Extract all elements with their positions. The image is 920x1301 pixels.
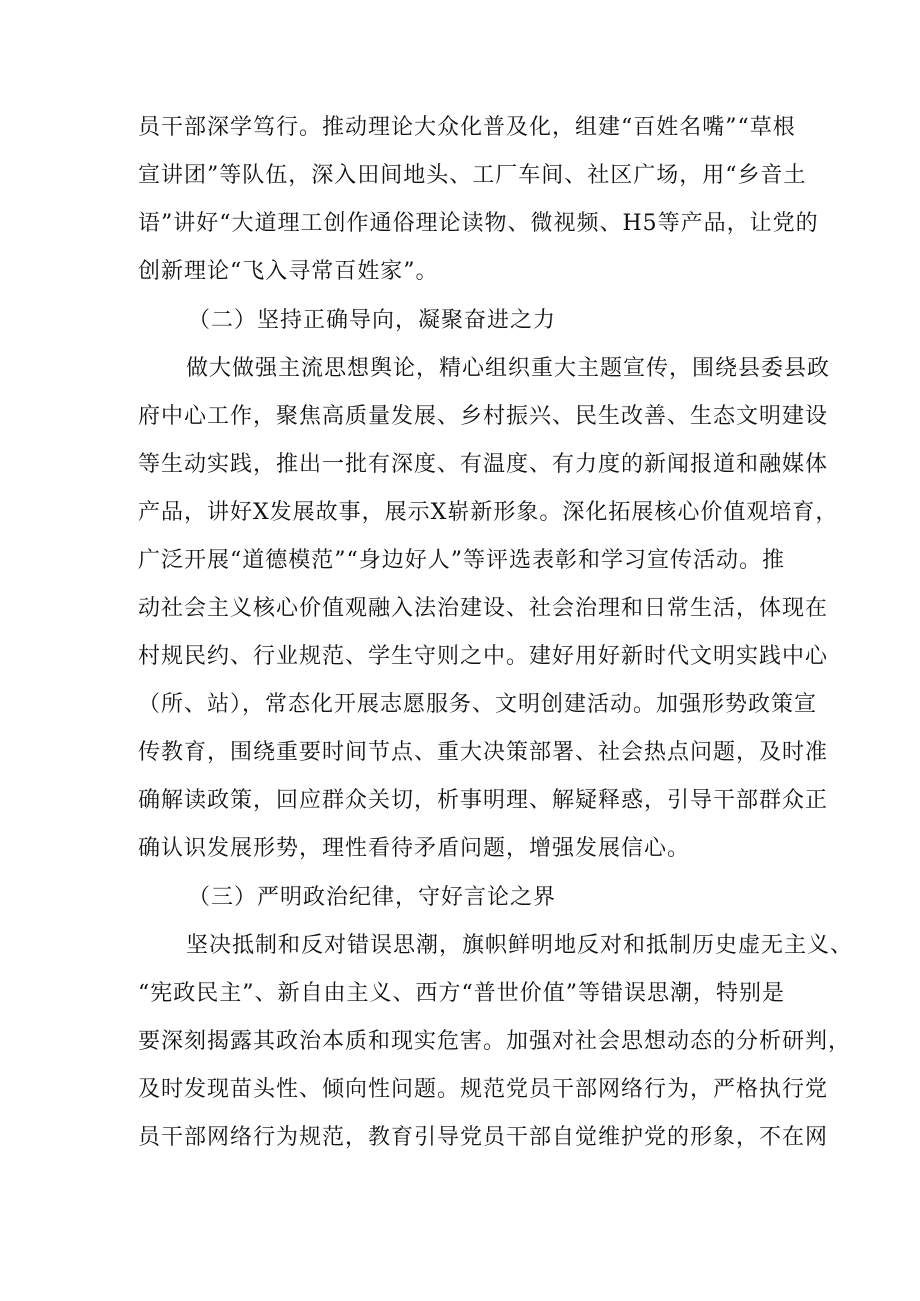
paragraph-2-line: 做大做强主流思想舆论，精心组织重大主题宣传，围绕县委县政	[186, 356, 831, 381]
paragraph-3-line: 坚决抵制和反对错误思潮，旗帜鲜明地反对和抵制历史虚无主义、	[186, 933, 854, 958]
paragraph-1-line: 语”讲好“大道理工创作通俗理论读物、微视频、H5等产品，让党的	[138, 211, 819, 236]
section-heading-3: （三）严明政治纪律，守好言论之界	[188, 885, 557, 910]
paragraph-2-line: 确解读政策，回应群众关切，析事明理、解疑释惑，引导干部群众正	[138, 788, 829, 813]
paragraph-2-line: 等生动实践，推出一批有深度、有温度、有力度的新闻报道和融媒体	[138, 452, 829, 477]
paragraph-2-line: （所、站），常态化开展志愿服务、文明创建活动。加强形势政策宣	[138, 692, 818, 717]
paragraph-2-line: 产品，讲好X发展故事，展示X崭新形象。深化拓展核心价值观培育，	[138, 500, 839, 525]
paragraph-1-line: 员干部深学笃行。推动理论大众化普及化，组建“百姓名嘴”“草根	[138, 115, 796, 140]
paragraph-1-line: 创新理论“飞入寻常百姓家”。	[138, 259, 439, 284]
paragraph-2-line: 传教育，围绕重要时间节点、重大决策部署、社会热点问题，及时准	[138, 740, 829, 765]
paragraph-3-line: 及时发现苗头性、倾向性问题。规范党员干部网络行为，严格执行党	[138, 1077, 829, 1102]
paragraph-2-line: 确认识发展形势，理性看待矛盾问题，增强发展信心。	[138, 836, 691, 861]
paragraph-1-line: 宣讲团”等队伍，深入田间地头、工厂车间、社区广场，用“乡音土	[138, 163, 807, 188]
paragraph-3-line: 员干部网络行为规范，教育引导党员干部自觉维护党的形象，不在网	[138, 1125, 829, 1150]
section-heading-2: （二）坚持正确导向，凝聚奋进之力	[188, 308, 557, 333]
paragraph-2-line: 村规民约、行业规范、学生守则之中。建好用好新时代文明实践中心	[138, 644, 829, 669]
paragraph-2-line: 广泛开展“道德模范”“身边好人”等评选表彰和学习宣传活动。推	[138, 548, 785, 573]
paragraph-2-line: 府中心工作，聚焦高质量发展、乡村振兴、民生改善、生态文明建设	[138, 404, 829, 429]
paragraph-3-line: 要深刻揭露其政治本质和现实危害。加强对社会思想动态的分析研判，	[138, 1029, 852, 1054]
paragraph-2-line: 动社会主义核心价值观融入法治建设、社会治理和日常生活，体现在	[138, 596, 829, 621]
paragraph-3-line: “宪政民主”、新自由主义、西方“普世价值”等错误思潮，特别是	[138, 981, 785, 1006]
